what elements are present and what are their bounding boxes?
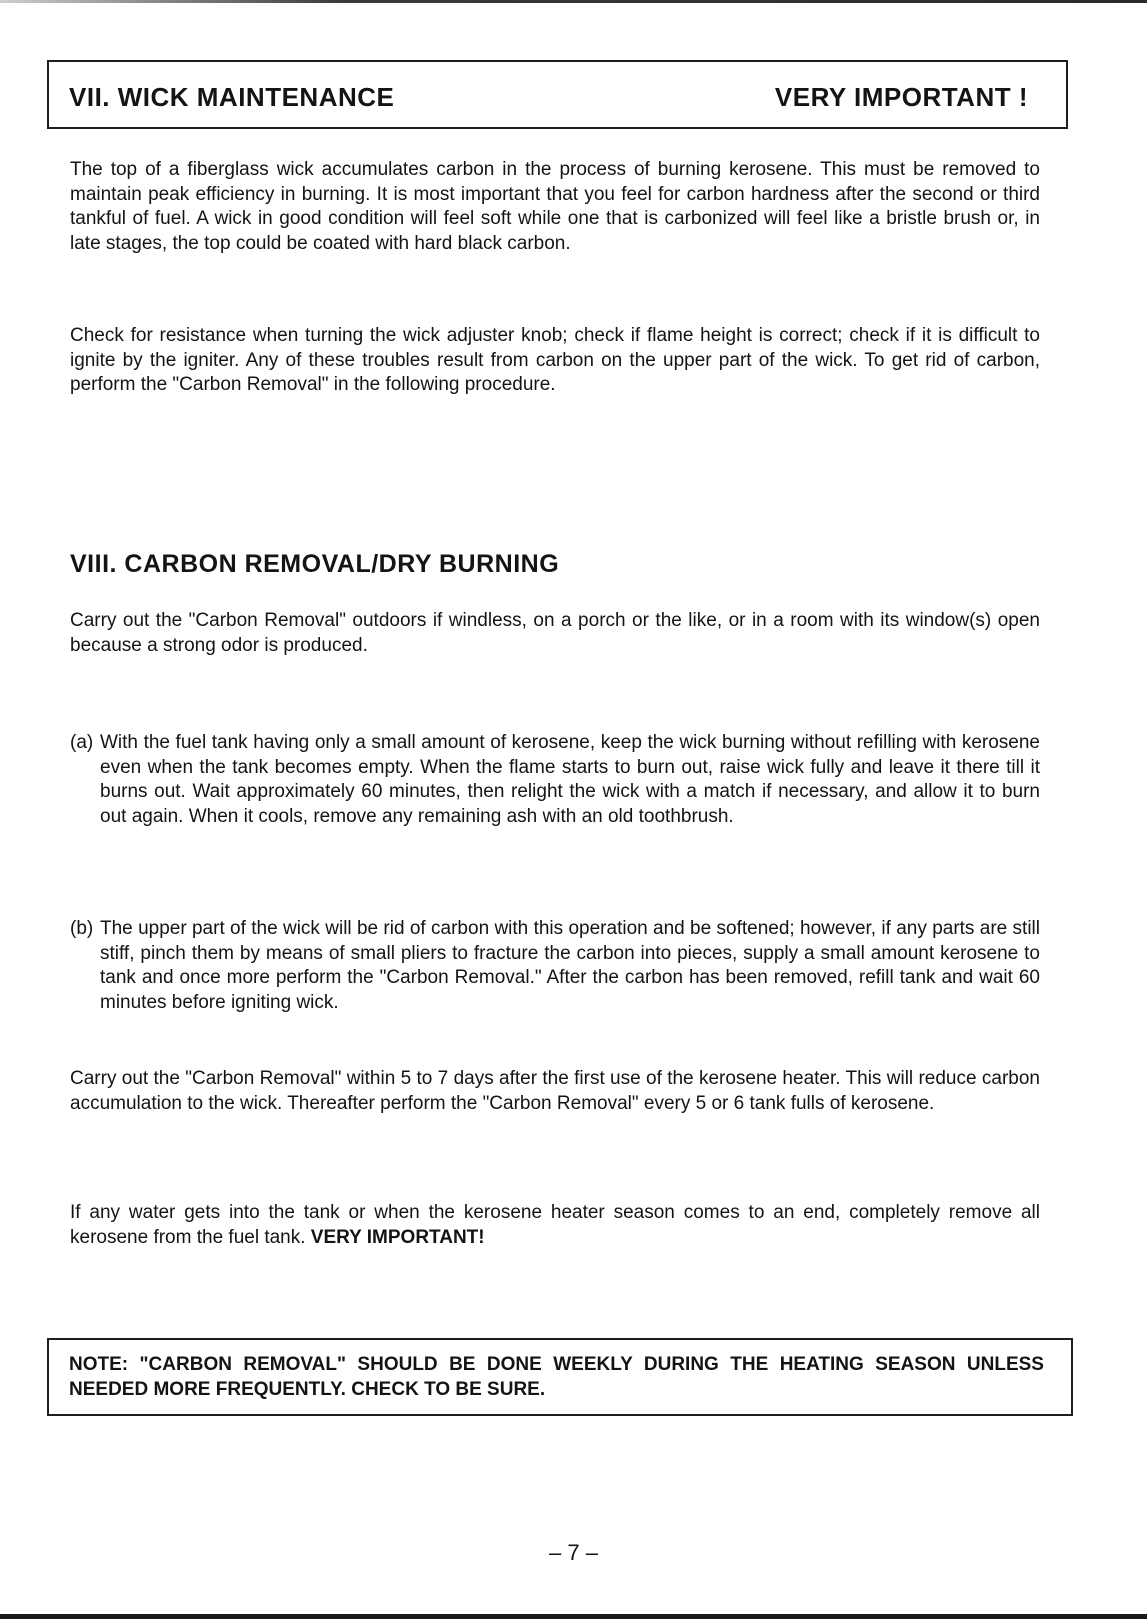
section-7-title: VII. WICK MAINTENANCE	[69, 82, 395, 112]
very-important-label: VERY IMPORTANT !	[774, 82, 1028, 112]
step-b	[70, 917, 1040, 1015]
water-warning-text: If any water gets into the tank or when the kerosene heater season comes to an end, completely remove all kerosene from the fuel tank.	[70, 1202, 1040, 1248]
note-box	[47, 1338, 1073, 1416]
step-b-label: (b)	[70, 918, 94, 939]
carbon-removal-intro: Carry out the "Carbon Removal" outdoors if windless, on a porch or the like, or in a room with its window(s) open because a strong odor is produced.	[70, 610, 1040, 656]
step-a-text: With the fuel tank having only a small amount of kerosene, keep the wick burning without refilling with kerosene even when the tank becomes empty. When the flame starts to burn out, raise wick fully and leave it there till it burns out. Wait approximately 60 minutes, then relight the wick with a match if necessary, and allow it to burn out again. When it cools, remove any remaining ash with an old toothbrush.	[100, 732, 1040, 827]
top-rule	[0, 0, 1147, 3]
section-8-title: VIII. CARBON REMOVAL/DRY BURNING	[70, 550, 560, 578]
bottom-rule	[0, 1614, 1147, 1619]
step-a-label: (a)	[70, 732, 94, 753]
section-7-heading-box	[47, 60, 1068, 129]
water-warning-paragraph	[70, 1201, 1040, 1250]
water-warning-emphasis: VERY IMPORTANT!	[310, 1226, 485, 1248]
note-text: NOTE: "CARBON REMOVAL" SHOULD BE DONE WEEKLY DURING THE HEATING SEASON UNLESS NEEDED MORE FREQUENTLY. CHECK TO BE SURE.	[69, 1354, 1044, 1400]
wick-maintenance-paragraph-2: Check for resistance when turning the wick adjuster knob; check if flame height is correct; check if it is difficult to ignite by the igniter. Any of these troubles result from carbon on the upper part of the wick. To get rid of carbon, perform the "Carbon Removal" in the following procedure.	[70, 325, 1040, 395]
carbon-removal-frequency: Carry out the "Carbon Removal" within 5 to 7 days after the first use of the kerosene heater. This will reduce carbon accumulation to the wick. Thereafter perform the "Carbon Removal" every 5 or 6 tank fulls of kerosene.	[70, 1068, 1040, 1114]
page-number: – 7 –	[549, 1540, 598, 1565]
step-a	[70, 731, 1040, 829]
wick-maintenance-paragraph-1: The top of a fiberglass wick accumulates carbon in the process of burning kerosene. This must be removed to maintain peak efficiency in burning. It is most important that you feel for carbon hardness after the second or third tankful of fuel. A wick in good condition will feel soft while one that is carbonized will feel like a bristle brush or, in late stages, the top could be coated with hard black carbon.	[70, 159, 1040, 254]
step-b-text: The upper part of the wick will be rid of carbon with this operation and be softened; however, if any parts are still stiff, pinch them by means of small pliers to fracture the carbon into pieces, supply a small amount kerosene to tank and once more perform the "Carbon Removal." After the carbon has been removed, refill tank and wait 60 minutes before igniting wick.	[100, 918, 1040, 1013]
